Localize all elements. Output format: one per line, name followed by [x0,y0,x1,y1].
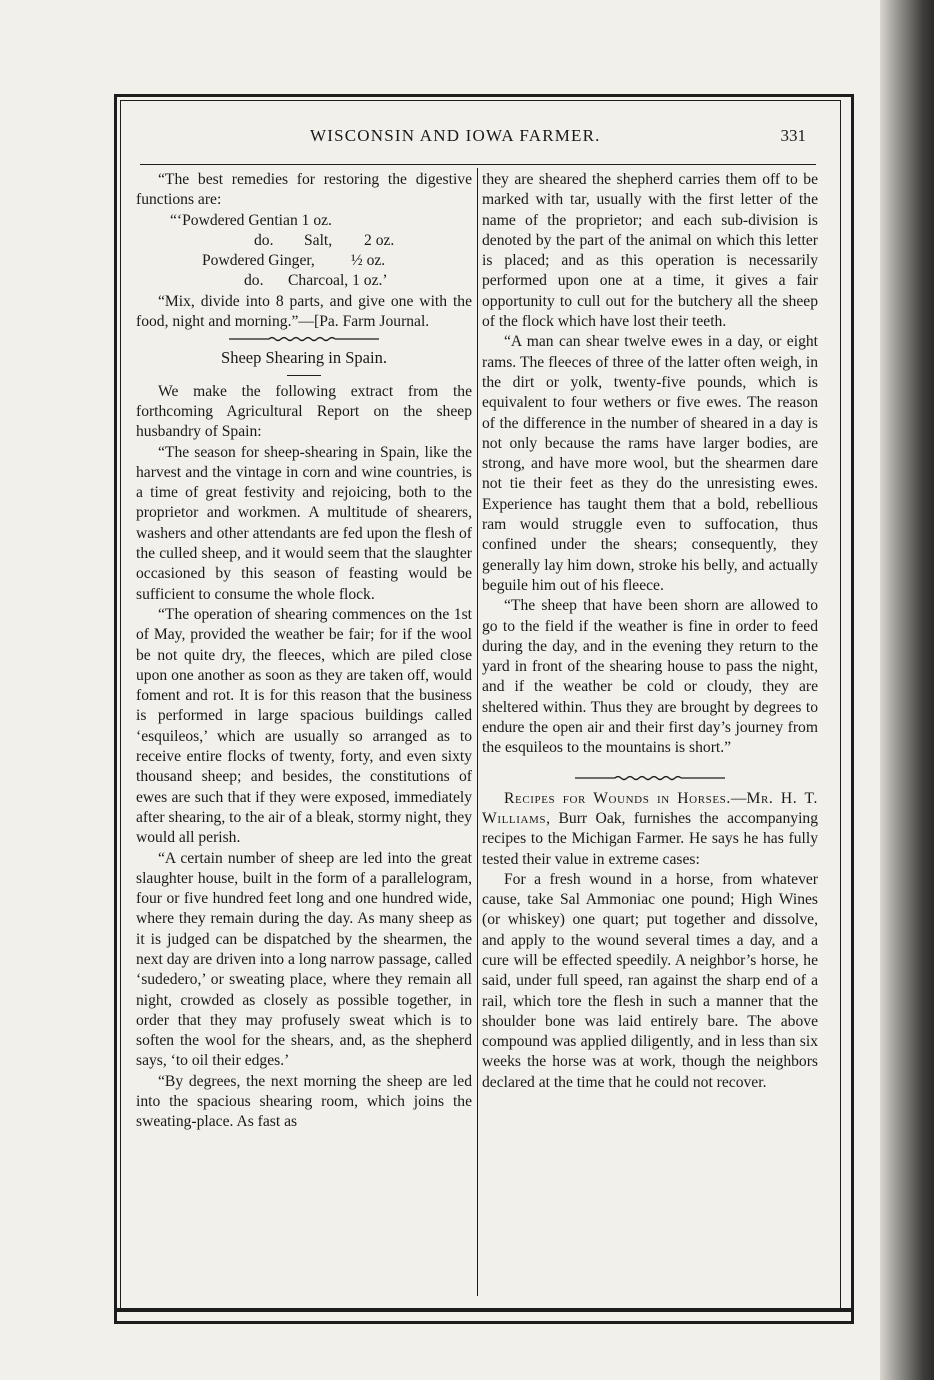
recipe-text: ½ oz. [351,252,386,270]
heading-underline-rule [287,375,321,376]
running-head [140,126,820,150]
author-name: Mr. H. T. Williams [482,789,818,827]
right-column [482,170,818,1093]
paragraph-fresh-wound: For a fresh wound in a horse, from whatever cause, take Sal Ammoniac one pound; High Wines (or whiskey) one quart; put together and dissolve, and apply to the wound several times a day, and a cure will be effected speedily. A neighbor’s horse, he said, under full speed, ran against the sharp end of a rail, which tore the flesh in such a manner that the shoulder bone was laid entirely bare. The above compound was applied diligently, and in less than six weeks the horse was at work, though the neighbors declared at the time that he could not recover. [482,870,818,1091]
recipe-text: Charcoal, 1 oz.’ [288,272,388,290]
left-column [136,170,472,1133]
recipe-text: do. [244,272,264,290]
paragraph-shear-rate: “A man can shear twelve ewes in a day, or eight rams. The fleeces of three of the latter often weigh, in the dirt or yolk, twenty-five pounds, which is equivalent to four wethers or five ewes. The reason of the difference in the number of sheared in a day is not only because the rams have larger bodies, are strong, and have more wool, but the shearmen dare not tie their feet as they do the unresisting ewes. Experience has taught them that a bold, rebellious ram would struggle even to suffocation, thus confined under the shears; consequently, they generally lay him down, stroke his belly, and actually beguile him out of his fleece. [482,333,818,594]
recipe-line [136,211,472,231]
recipes-intro-text: , Burr Oak, furnishes the accompanying recipes to the Michigan Farmer. He says he has fully tested their value in extreme cases: [482,809,818,868]
ornamental-wave-rule [229,334,379,344]
paragraph-by-degrees: “By degrees, the next morning the sheep are led into the spacious shearing room, which joins the sweating-place. As fast as [136,1072,472,1131]
page-number: 331 [780,126,806,145]
recipe-text: Salt, [304,231,333,249]
header-rule [140,164,816,165]
ornamental-wave-rule [575,773,725,783]
paragraph-season: “The season for sheep-shearing in Spain, like the harvest and the vintage in corn and wine countries, is a time of great festivity and rejoicing, both to the proprietor and workmen. A multitude of shearers, washers and other attendants are fed upon the flesh of the culled sheep, and it would seem that the slaughter occasioned by this season of feasting would be sufficient to consume the whole flock. [136,443,472,603]
article-heading-recipes: Recipes for Wounds in Horses. [504,789,731,807]
running-title: WISCONSIN AND IOWA FARMER. [310,126,601,145]
recipe-line [136,271,472,291]
paragraph-shorn-sheep: “The sheep that have been shorn are allowed to go to the field if the weather is fine in order to feed during the day, and in the evening they return to the yard in front of the shearing house to pass the night, and if the weather be cold or cloudy, they are sheltered within. Thus they are brought by degrees to endure the open air and their first day’s journey from the esquileos to the mountains is short.” [482,597,818,757]
paragraph-recipes-intro: Recipes for Wounds in Horses.—Mr. H. T. Williams, Burr Oak, furnishes the accompanying recipes to the Michigan Farmer. He says he has fully tested their value in extreme cases: [482,789,818,868]
paragraph-marking: they are sheared the shepherd carries them off to be marked with tar, usually with the first letter of the name of the proprietor; and each sub-division is denoted by the part of the animal on which this letter is placed; and as this operation is necessarily performed upon one at a time, it gives a fair opportunity to cull out for the butchery all the sheep of the flock which have lost their teeth. [482,171,818,331]
recipe-list [136,211,472,292]
book-binding-edge [880,0,934,1380]
recipe-text: do. [254,231,274,249]
article-heading-sheep-shearing: Sheep Shearing in Spain. [221,348,387,368]
recipe-line [136,251,472,271]
paragraph-mix-instructions: “Mix, divide into 8 parts, and give one with the food, night and morning.”—[Pa. Farm Journal. [136,292,472,331]
paragraph-remedies-intro: “The best remedies for restoring the digestive functions are: [136,171,472,209]
recipe-text: “‘Powdered Gentian 1 oz. [170,211,332,229]
recipe-line [136,231,472,251]
column-divider [477,168,478,1296]
paragraph-slaughter-house: “A certain number of sheep are led into the great slaughter house, built in the form of a parallelogram, four or five hundred feet long and one hundred wide, where they remain during the day. As many sheep as it is judged can be dispatched by the shearmen, the next day are driven into a long narrow passage, called ‘sudedero,’ or sweating place, where they remain all night, crowded as closely as possible together, in order that they may profusely sweat which is to soften the wool for the shears, and, as the shepherd says, ‘to oil their edges.’ [136,849,473,1070]
paragraph-extract-intro: We make the following extract from the forthcoming Agricultural Report on the sheep husbandry of Spain: [136,382,472,441]
recipe-text: Powdered Ginger, [202,252,315,270]
recipe-text: 2 oz. [364,231,395,249]
page-frame-bottom-rule [114,1308,854,1312]
paragraph-operation: “The operation of shearing commences on the 1st of May, provided the weather be fair; for if the wool be not quite dry, the fleeces, which are piled close upon one another as soon as they are taken off, would foment and rot. It is for this reason that the business is performed in large spacious buildings called ‘esquileos,’ which are usually so arranged as to receive entire flocks of twenty, forty, and even sixty thousand sheep; and besides, the constitutions of ewes are such that if they were exposed, immediately after shearing, to the air of a bleak, stormy night, they would all perish. [136,605,472,847]
